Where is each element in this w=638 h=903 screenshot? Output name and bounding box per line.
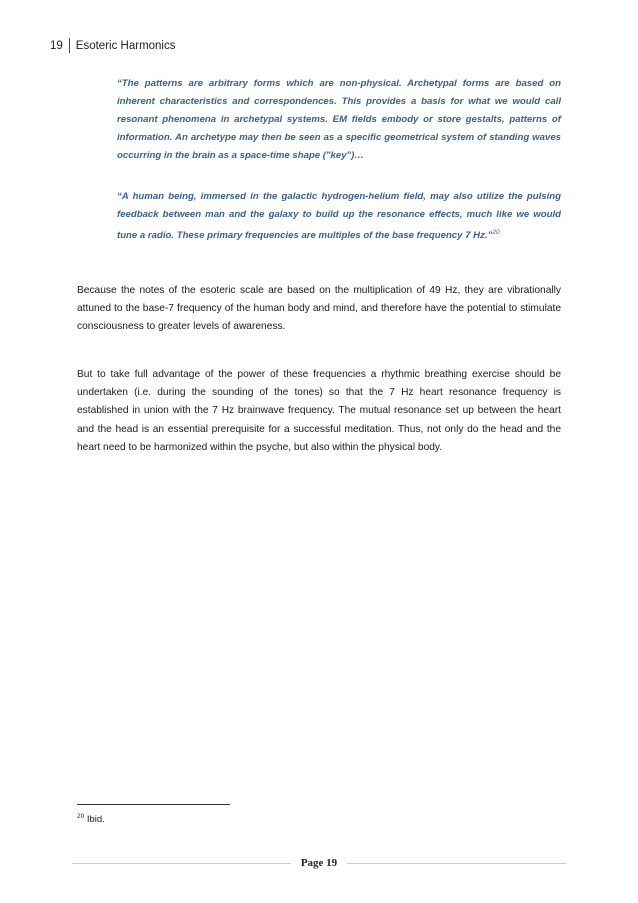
footnote-text: Ibid. [86,814,105,826]
header-divider [69,38,70,53]
footer-rule-right [347,863,566,864]
body-paragraph-2: But to take full advantage of the power of these frequencies a rhythmic breathing exercise should be undertaken (i.e. during the sounding of the tones) so that the 7 Hz heart resonance frequency is established in union with the 7 Hz brainwave frequency. The mutual resonance set up between the heart and the head is an essential prerequisite for a successful meditation. Thus, not only do the head and the heart need to be harmonized within the psyche, but also within the physical body. [77,369,561,453]
header-page-number: 19 [50,39,63,52]
footnote-number: 20 [77,813,85,820]
footnote-divider [77,804,230,805]
block-quote-2-text: “A human being, immersed in the galactic hydrogen-helium field, may also utilize the pulsing feedback between man and the galaxy to build up the resonance effects, much like we would tune a radio. These primary frequencies are multiples of the base frequency 7 Hz.” [117,191,561,242]
page-footer [72,857,566,869]
footnote [77,813,105,825]
block-quote-1-text: “The patterns are arbitrary forms which are non-physical. Archetypal forms are based on inherent characteristics and correspondences. This provides a basis for what we would call resonant phenomena in archetypal systems. EM fields embody or store gestalts, patterns of information. An archetype may then be seen as a specific geometrical system of standing waves occurring in the brain as a space-time shape ("key")… [117,78,561,161]
running-header [50,38,176,53]
footnote-reference[interactable]: 20 [492,229,500,236]
header-title: Esoteric Harmonics [75,39,176,52]
body-paragraph-1: Because the notes of the esoteric scale are based on the multiplication of 49 Hz, they are vibrationally attuned to the base-7 frequency of the human body and mind, and therefore have the potential to stimulate consciousness to greater levels of awareness. [77,285,561,333]
footer-rule-left [72,863,291,864]
block-quote-2 [117,188,561,245]
block-quote-1 [117,75,561,165]
footer-page-label: Page 19 [300,857,338,869]
